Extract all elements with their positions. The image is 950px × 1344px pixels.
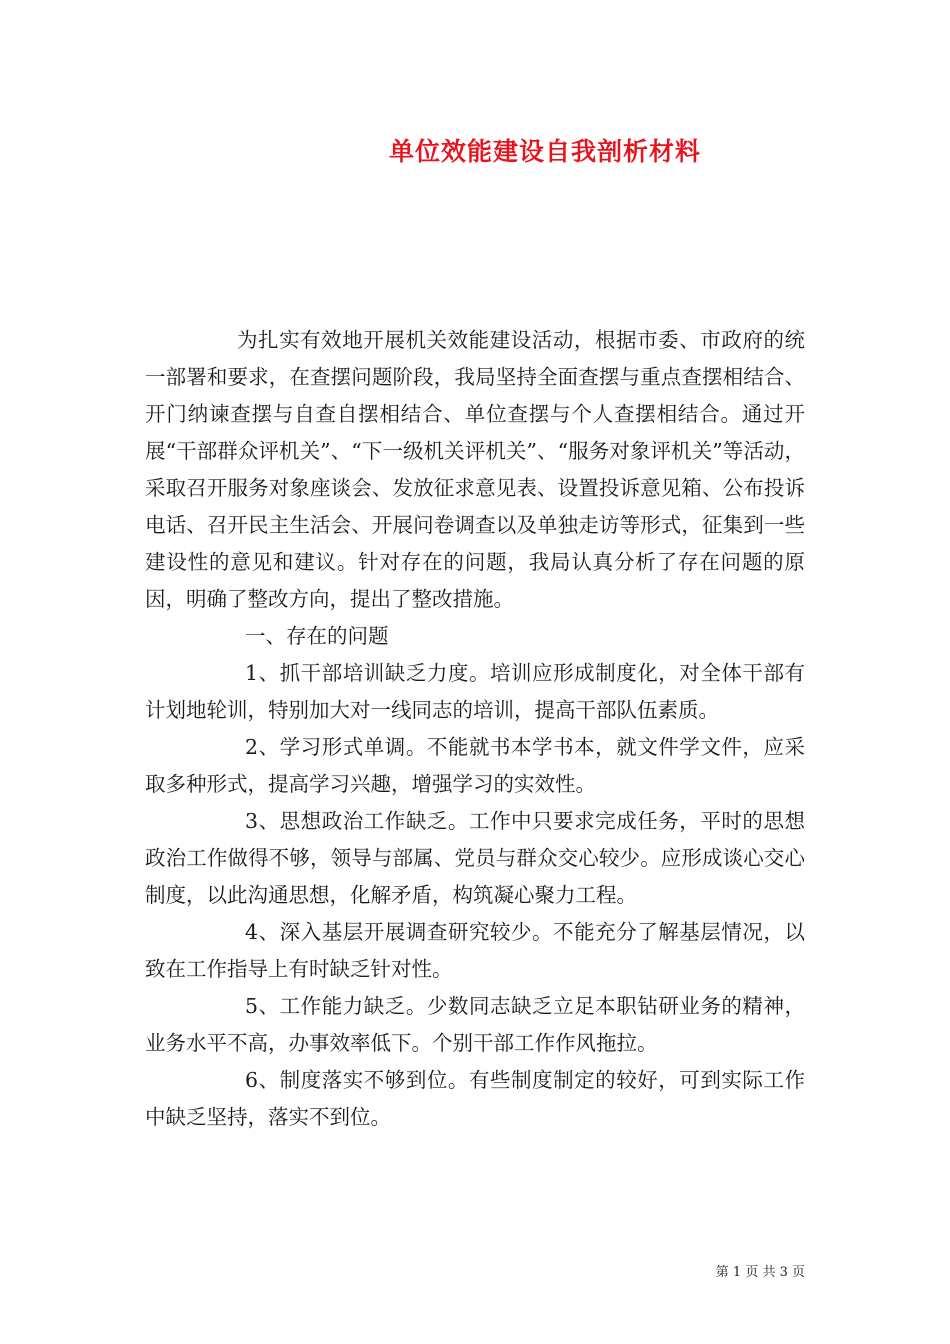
problem-item-2: 2、学习形式单调。不能就书本学书本，就文件学文件，应采取多种形式，提高学习兴趣，增强学习的实效性。 <box>145 735 805 796</box>
intro-paragraph: 为扎实有效地开展机关效能建设活动，根据市委、市政府的统一部署和要求，在查摆问题阶段，我局坚持全面查摆与重点查摆相结合、开门纳谏查摆与自查自摆相结合、单位查摆与个人查摆相结合。通过开展“干部群众评机关”、“下一级机关评机关”、“服务对象评机关”等活动，采取召开服务对象座谈会、发放征求意见表、设置投诉意见箱、公布投诉电话、召开民主生活会、开展问卷调查以及单独走访等形式，征集到一些建设性的意见和建议。针对存在的问题，我局认真分析了存在问题的原因，明确了整改方向，提出了整改措施。 <box>145 328 805 611</box>
section-heading: 一、存在的问题 <box>245 624 389 648</box>
problem-item-3: 3、思想政治工作缺乏。工作中只要求完成任务，平时的思想政治工作做得不够，领导与部属、党员与群众交心较少。应形成谈心交心制度，以此沟通思想，化解矛盾，构筑凝心聚力工程。 <box>145 809 805 907</box>
problem-item-6: 6、制度落实不够到位。有些制度制定的较好，可到实际工作中缺乏坚持，落实不到位。 <box>145 1068 805 1129</box>
document-body <box>145 322 805 1136</box>
problem-item-1: 1、抓干部培训缺乏力度。培训应形成制度化，对全体干部有计划地轮训，特别加大对一线同志的培训，提高干部队伍素质。 <box>145 661 805 722</box>
document-title: 单位效能建设自我剖析材料 <box>388 137 701 166</box>
problem-item-4: 4、深入基层开展调查研究较少。不能充分了解基层情况，以致在工作指导上有时缺乏针对性。 <box>145 920 805 981</box>
page-number: 第 1 页 共 3 页 <box>715 1265 805 1280</box>
problem-item-5: 5、工作能力缺乏。少数同志缺乏立足本职钻研业务的精神，业务水平不高，办事效率低下。个别干部工作作风拖拉。 <box>145 994 805 1055</box>
